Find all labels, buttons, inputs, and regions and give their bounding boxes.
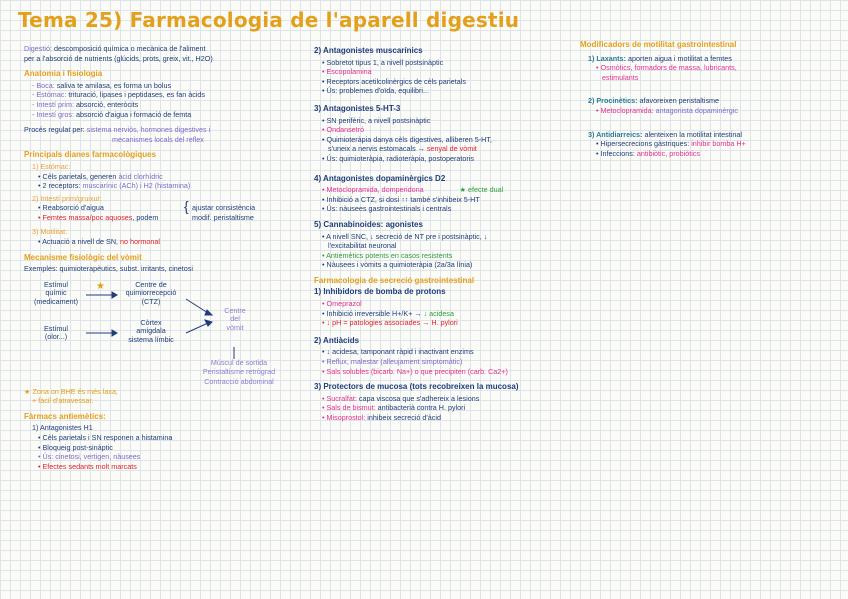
note-bhe-cont: + fàcil d'atravessar. (32, 396, 94, 406)
list-item: • Cèls parietals, generen àcid clorhídric (38, 171, 163, 181)
list-item: • 2 receptors: muscarínic (ACh) i H2 (histamina) (38, 181, 191, 191)
ht3-list: • SN perifèric, a nivell postsinàptic • Ondansetró • Quimioteràpia danya cèls digestives, alliberen 5-HT, s'uneix a nervis estomacals → senyal de vòmit • Ús: quimioteràpia, radioteràpia, postoperatoris (322, 115, 492, 163)
column-right (580, 38, 836, 158)
section-motilitat: Modificadors de motilitat gastrointestinal (580, 40, 737, 49)
intesti-heading: 2) Intestí prim/gruixut: (32, 193, 102, 203)
cann-heading: 5) Cannabinoides: agonistes (314, 219, 423, 229)
antiH1-sedants: • Efectes sedants molt marcats (38, 461, 137, 471)
ht3-heading: 3) Antagonistes 5-HT-3 (314, 103, 401, 113)
laxants: 1) Laxants: aporten aigua i motilitat a femtes • Osmòtics, formadors de massa, lubricants, estimulants (588, 53, 737, 82)
antiH1-heading: 1) Antagonistes H1 (32, 423, 93, 433)
section-anatomy: Anatomia i fisiologia (24, 69, 103, 79)
diag-effects: Múscul de sortida Peristaltisme retrògrad Contracció abdominal (202, 357, 276, 386)
list-item: - Boca: saliva te amilasa, es forma un bolus (32, 80, 172, 90)
section-dianes: Principals dianes farmacològiques (24, 150, 157, 160)
list-item: - Estómac: trituració, lipases i peptidases, es fan àcids (32, 90, 205, 100)
d2-heading: 4) Antagonistes dopaminèrgics D2 (314, 173, 446, 183)
diag-centre-vomit: Centre del vòmit (224, 305, 246, 332)
list-item: • Cèls parietals i SN responen a histamina (38, 433, 173, 443)
svg-text:★: ★ (96, 280, 105, 292)
estomac-heading: 1) Estómac: (32, 161, 71, 171)
brace-icon: { (184, 198, 189, 215)
cann-list: • A nivell SNC, ↓ secreció de NT pre i postsinàptic, ↓ l'excitabilitat neuronal • Antiemètics potents en casos resistents • Nàusees i vòmits a quimioteràpia (2a/3a línia) (322, 231, 488, 270)
proces-regulat: Procés regulat per: sistema nerviós, hormones digestives i (24, 125, 211, 135)
proces-regulat-cont: mecanismes locals del reflex (112, 134, 204, 144)
intesti-options: ajustar consistència modif. peristaltisme (192, 203, 256, 222)
vomit-diagram (24, 277, 304, 386)
protectors-list: • Sucralfat: capa viscosa que s'adhereix a lesions • Sals de bismut: antibacterià contra H. pylori • Misoprostol: inhibeix secreció d'àcid (322, 393, 480, 422)
musc-heading: 2) Antagonistes muscarínics (314, 46, 423, 55)
list-item: - Intestí gros: absorció d'aigua i formació de femta (32, 109, 192, 119)
diag-estimul-olor: Estímul (olor...) (44, 323, 68, 342)
section-antiemetics: Fàrmacs antiemètics: (24, 411, 106, 421)
ibp-list: • Omeprazol • Inhibició irreversible H+/K+ → ↓ acidesa • ↓ pH = patologies associades → H. pylori (322, 299, 458, 328)
antiacids-heading: 2) Antiàcids (314, 335, 360, 345)
diag-estimul-quimic: Estímul químic (medicament) (34, 279, 78, 306)
list-item: - Intestí prim: absorció, enteròcits (32, 99, 139, 109)
procinetics: 2) Procinètics: afavoreixen peristaltisme • Metoclopramida: antagonista dopaminèrgic (588, 96, 738, 115)
list-item: • Bloqueig post-sinàptic (38, 442, 113, 452)
note-bhe: ★ Zona on BHE és més laxa, (24, 386, 118, 396)
definition-cont: per a l'absorció de nutrients (glúcids, prots, greix, vit., H2O) (24, 53, 213, 63)
protectors-heading: 3) Protectors de mucosa (tots recobreixen la mucosa) (314, 382, 519, 392)
column-left: Digestió: descomposició química o mecànica de l'aliment per a l'absorció de nutrients (glúcids, prots, greix, vit., H2O) Anatomia i fisiologia - Boca: saliva te amilasa, es forma un bolus - Estómac: trituració, lipases i peptidases, es fan àcids - Intestí prim: absorció, enteròcits - Intestí gros: absorció d'aigua i formació de femta Procés regulat per: sistema nerviós, hormones digestives i mecanismes locals del reflex Principals dianes farmacològiques 1) Estómac: • Cèls parietals, generen àcid clorhídric • 2 receptors: muscarínic (ACh) i H2 (histamina) 2) Intestí prim/gruixut: • Reabsorció d'aigua • Femtes massa/poc aquoses, podem ajustar consistència modif. peristaltisme { 3) Motilitat: • Actuació a nivell de SN, no hormonal Mecanisme fisiològic del vòmit Exemples: quimioterapèutics, subst. irritants, cinetosi ★ Estímul químic (medicament) Centre de quimiorrecepció (CTZ) Estímul (olor...) Còrtex amígdala sistema límbic Centre del vòmit Múscul de sortida Peristaltisme retrògrad Contracció abdominal ★ Zona on BHE és més laxa, + fàcil d'atravessar. Fàrmacs antiemètics: 1) Antagonistes H1 • Cèls parietals i SN responen a histamina • Bloqueig post-sinàptic • Ús: cinetosi, vertigen, nàusees • Efectes sedants molt marcats (24, 44, 304, 471)
list-item: • Ús: cinetosi, vertigen, nàusees (38, 452, 141, 462)
antiacids-list: • ↓ acidesa, tamponant ràpid i inactivant enzims • Reflux, malestar (alleujament simptomàtic) • Sals solubles (bicarb. Na+) o que precipiten (carb. Ca2+) (322, 347, 508, 376)
musc-list: • Sobretot tipus 1, a nivell postsinàptic • Escopolamina • Receptors acetilcolinèrgics de cèls parietals • Ús: problemes d'oïda, equilibri... (322, 57, 466, 96)
estomac-list (24, 172, 304, 191)
d2-list: • Metoclopramida, domperidona ★ efecte dual • Inhibició a CTZ, si dosi ↑↑ també s'inhibeix 5-HT • Ús: nàusees gastrointestinals i centrals (322, 185, 504, 214)
intesti-block: • Reabsorció d'aigua • Femtes massa/poc aquoses, podem ajustar consistència modif. peristaltisme { (38, 198, 256, 222)
vomit-examples: Exemples: quimioterapèutics, subst. irritants, cinetosi (24, 264, 193, 274)
diag-cortex: Còrtex amígdala sistema límbic (128, 317, 174, 344)
section-vomit: Mecanisme fisiològic del vòmit (24, 252, 142, 262)
definition: Digestió: descomposició química o mecànica de l'aliment (24, 44, 206, 53)
antiH1-list (24, 433, 304, 462)
anatomy-list (24, 81, 304, 119)
ibp-heading: 1) Inhibidors de bomba de protons (314, 287, 446, 297)
motilitat-heading: 3) Motilitat: (32, 227, 68, 237)
antidiarreics: 3) Antidiarreics: alenteixen la motilitat intestinal • Hipersecrecions gàstriques: inhibir bomba H+ • Infeccions: antibiòtic, probiòtics (588, 129, 746, 158)
page-title: Tema 25) Farmacologia de l'aparell digestiu (18, 8, 520, 32)
column-middle (314, 44, 576, 423)
diag-ctz: Centre de quimiorrecepció (CTZ) (125, 279, 177, 306)
section-secrecio: Farmacologia de secreció gastrointestinal (314, 275, 475, 285)
